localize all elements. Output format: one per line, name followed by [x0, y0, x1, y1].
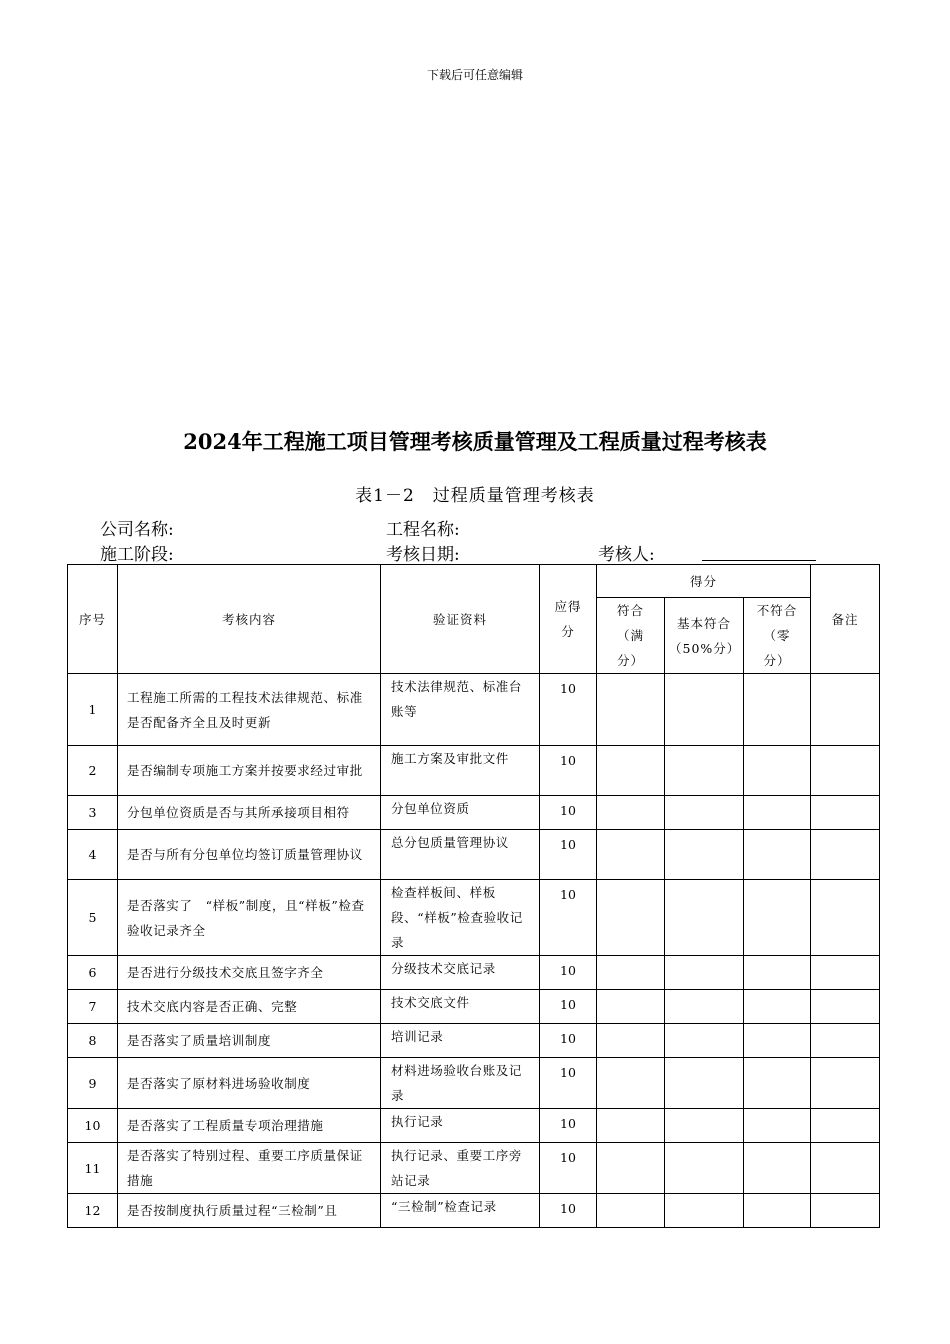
row-zero-score-cell — [744, 1109, 811, 1143]
row-remark-cell — [811, 1194, 880, 1228]
construction-stage-label: 施工阶段: — [100, 545, 174, 565]
table-row — [68, 1024, 880, 1058]
row-evidence: 执行记录、重要工序旁站记录 — [381, 1143, 540, 1194]
page-title: 2024年工程施工项目管理考核质量管理及工程质量过程考核表 — [183, 429, 767, 454]
header-remark: 备注 — [811, 565, 880, 674]
row-zero-score-cell — [744, 830, 811, 880]
row-should-score: 10 — [540, 880, 597, 956]
header-full-score: 符合（满分） — [597, 598, 665, 674]
row-remark-cell — [811, 746, 880, 796]
row-full-score-cell — [597, 1058, 665, 1109]
row-content: 是否按制度执行质量过程“三检制”且 — [118, 1194, 381, 1228]
header-zero-score: 不符合（零分） — [744, 598, 811, 674]
row-seq: 3 — [68, 796, 118, 830]
row-seq: 2 — [68, 746, 118, 796]
header-score-group: 得分 — [597, 565, 811, 598]
row-full-score-cell — [597, 1194, 665, 1228]
row-partial-score-cell — [665, 674, 744, 746]
row-evidence: 技术交底文件 — [381, 990, 540, 1024]
row-should-score: 10 — [540, 1143, 597, 1194]
table-body — [68, 674, 880, 1228]
row-seq: 10 — [68, 1109, 118, 1143]
row-evidence: 分包单位资质 — [381, 796, 540, 830]
row-should-score: 10 — [540, 1194, 597, 1228]
row-should-score: 10 — [540, 830, 597, 880]
row-full-score-cell — [597, 1109, 665, 1143]
row-remark-cell — [811, 830, 880, 880]
row-zero-score-cell — [744, 1143, 811, 1194]
row-seq: 9 — [68, 1058, 118, 1109]
row-partial-score-cell — [665, 1143, 744, 1194]
row-remark-cell — [811, 956, 880, 990]
row-remark-cell — [811, 990, 880, 1024]
table-row — [68, 830, 880, 880]
row-evidence: 检查样板间、样板段、“样板”检查验收记录 — [381, 880, 540, 956]
row-full-score-cell — [597, 746, 665, 796]
row-seq: 12 — [68, 1194, 118, 1228]
row-content: 工程施工所需的工程技术法律规范、标准是否配备齐全且及时更新 — [118, 674, 381, 746]
table-row — [68, 1109, 880, 1143]
table-subtitle: 表1－2 过程质量管理考核表 — [355, 486, 595, 506]
table-row — [68, 1194, 880, 1228]
row-full-score-cell — [597, 990, 665, 1024]
table-row — [68, 990, 880, 1024]
header-note: 下载后可任意编辑 — [426, 68, 523, 82]
row-zero-score-cell — [744, 956, 811, 990]
row-should-score: 10 — [540, 674, 597, 746]
header-evidence: 验证资料 — [381, 565, 540, 674]
row-evidence: 技术法律规范、标准台账等 — [381, 674, 540, 746]
row-evidence: 总分包质量管理协议 — [381, 830, 540, 880]
row-content: 是否进行分级技术交底且签字齐全 — [118, 956, 381, 990]
row-zero-score-cell — [744, 1194, 811, 1228]
row-content: 是否编制专项施工方案并按要求经过审批 — [118, 746, 381, 796]
row-seq: 11 — [68, 1143, 118, 1194]
row-seq: 8 — [68, 1024, 118, 1058]
row-full-score-cell — [597, 956, 665, 990]
project-name-label: 工程名称: — [386, 520, 460, 540]
assessor-signature-line — [702, 560, 816, 561]
row-content: 分包单位资质是否与其所承接项目相符 — [118, 796, 381, 830]
row-zero-score-cell — [744, 1024, 811, 1058]
row-content: 技术交底内容是否正确、完整 — [118, 990, 381, 1024]
row-seq: 7 — [68, 990, 118, 1024]
table-row — [68, 674, 880, 746]
row-full-score-cell — [597, 880, 665, 956]
row-seq: 1 — [68, 674, 118, 746]
row-remark-cell — [811, 880, 880, 956]
table-row — [68, 880, 880, 956]
row-partial-score-cell — [665, 1194, 744, 1228]
row-full-score-cell — [597, 674, 665, 746]
row-evidence: 材料进场验收台账及记录 — [381, 1058, 540, 1109]
row-full-score-cell — [597, 1143, 665, 1194]
row-remark-cell — [811, 674, 880, 746]
row-evidence: 培训记录 — [381, 1024, 540, 1058]
row-evidence: 执行记录 — [381, 1109, 540, 1143]
row-should-score: 10 — [540, 1058, 597, 1109]
row-full-score-cell — [597, 796, 665, 830]
row-evidence: “三检制”检查记录 — [381, 1194, 540, 1228]
table-row — [68, 746, 880, 796]
row-content: 是否落实了质量培训制度 — [118, 1024, 381, 1058]
assessment-date-label: 考核日期: — [386, 545, 460, 565]
row-should-score: 10 — [540, 1024, 597, 1058]
row-partial-score-cell — [665, 746, 744, 796]
table-row — [68, 956, 880, 990]
row-remark-cell — [811, 1143, 880, 1194]
row-partial-score-cell — [665, 880, 744, 956]
header-content: 考核内容 — [118, 565, 381, 674]
assessment-table — [67, 564, 880, 1228]
row-zero-score-cell — [744, 880, 811, 956]
header-should-score: 应得分 — [540, 565, 597, 674]
row-zero-score-cell — [744, 1058, 811, 1109]
row-partial-score-cell — [665, 1109, 744, 1143]
header-seq: 序号 — [68, 565, 118, 674]
row-remark-cell — [811, 1058, 880, 1109]
header-partial-score: 基本符合（50%分） — [665, 598, 744, 674]
row-should-score: 10 — [540, 796, 597, 830]
row-zero-score-cell — [744, 796, 811, 830]
header-row — [68, 565, 880, 598]
row-remark-cell — [811, 1109, 880, 1143]
row-seq: 5 — [68, 880, 118, 956]
row-remark-cell — [811, 796, 880, 830]
table-row — [68, 1143, 880, 1194]
row-partial-score-cell — [665, 796, 744, 830]
row-content: 是否与所有分包单位均签订质量管理协议 — [118, 830, 381, 880]
table-row — [68, 1058, 880, 1109]
row-seq: 6 — [68, 956, 118, 990]
row-evidence: 施工方案及审批文件 — [381, 746, 540, 796]
company-name-label: 公司名称: — [100, 520, 174, 540]
row-full-score-cell — [597, 1024, 665, 1058]
row-should-score: 10 — [540, 746, 597, 796]
row-should-score: 10 — [540, 956, 597, 990]
row-partial-score-cell — [665, 1024, 744, 1058]
row-should-score: 10 — [540, 990, 597, 1024]
row-full-score-cell — [597, 830, 665, 880]
row-partial-score-cell — [665, 1058, 744, 1109]
row-partial-score-cell — [665, 990, 744, 1024]
row-seq: 4 — [68, 830, 118, 880]
row-content: 是否落实了 “样板”制度，且“样板”检查验收记录齐全 — [118, 880, 381, 956]
row-should-score: 10 — [540, 1109, 597, 1143]
row-evidence: 分级技术交底记录 — [381, 956, 540, 990]
row-content: 是否落实了原材料进场验收制度 — [118, 1058, 381, 1109]
row-zero-score-cell — [744, 746, 811, 796]
row-content: 是否落实了工程质量专项治理措施 — [118, 1109, 381, 1143]
row-remark-cell — [811, 1024, 880, 1058]
table-row — [68, 796, 880, 830]
row-partial-score-cell — [665, 956, 744, 990]
row-partial-score-cell — [665, 830, 744, 880]
row-zero-score-cell — [744, 674, 811, 746]
row-content: 是否落实了特别过程、重要工序质量保证措施 — [118, 1143, 381, 1194]
row-zero-score-cell — [744, 990, 811, 1024]
assessor-label: 考核人: — [598, 545, 655, 565]
